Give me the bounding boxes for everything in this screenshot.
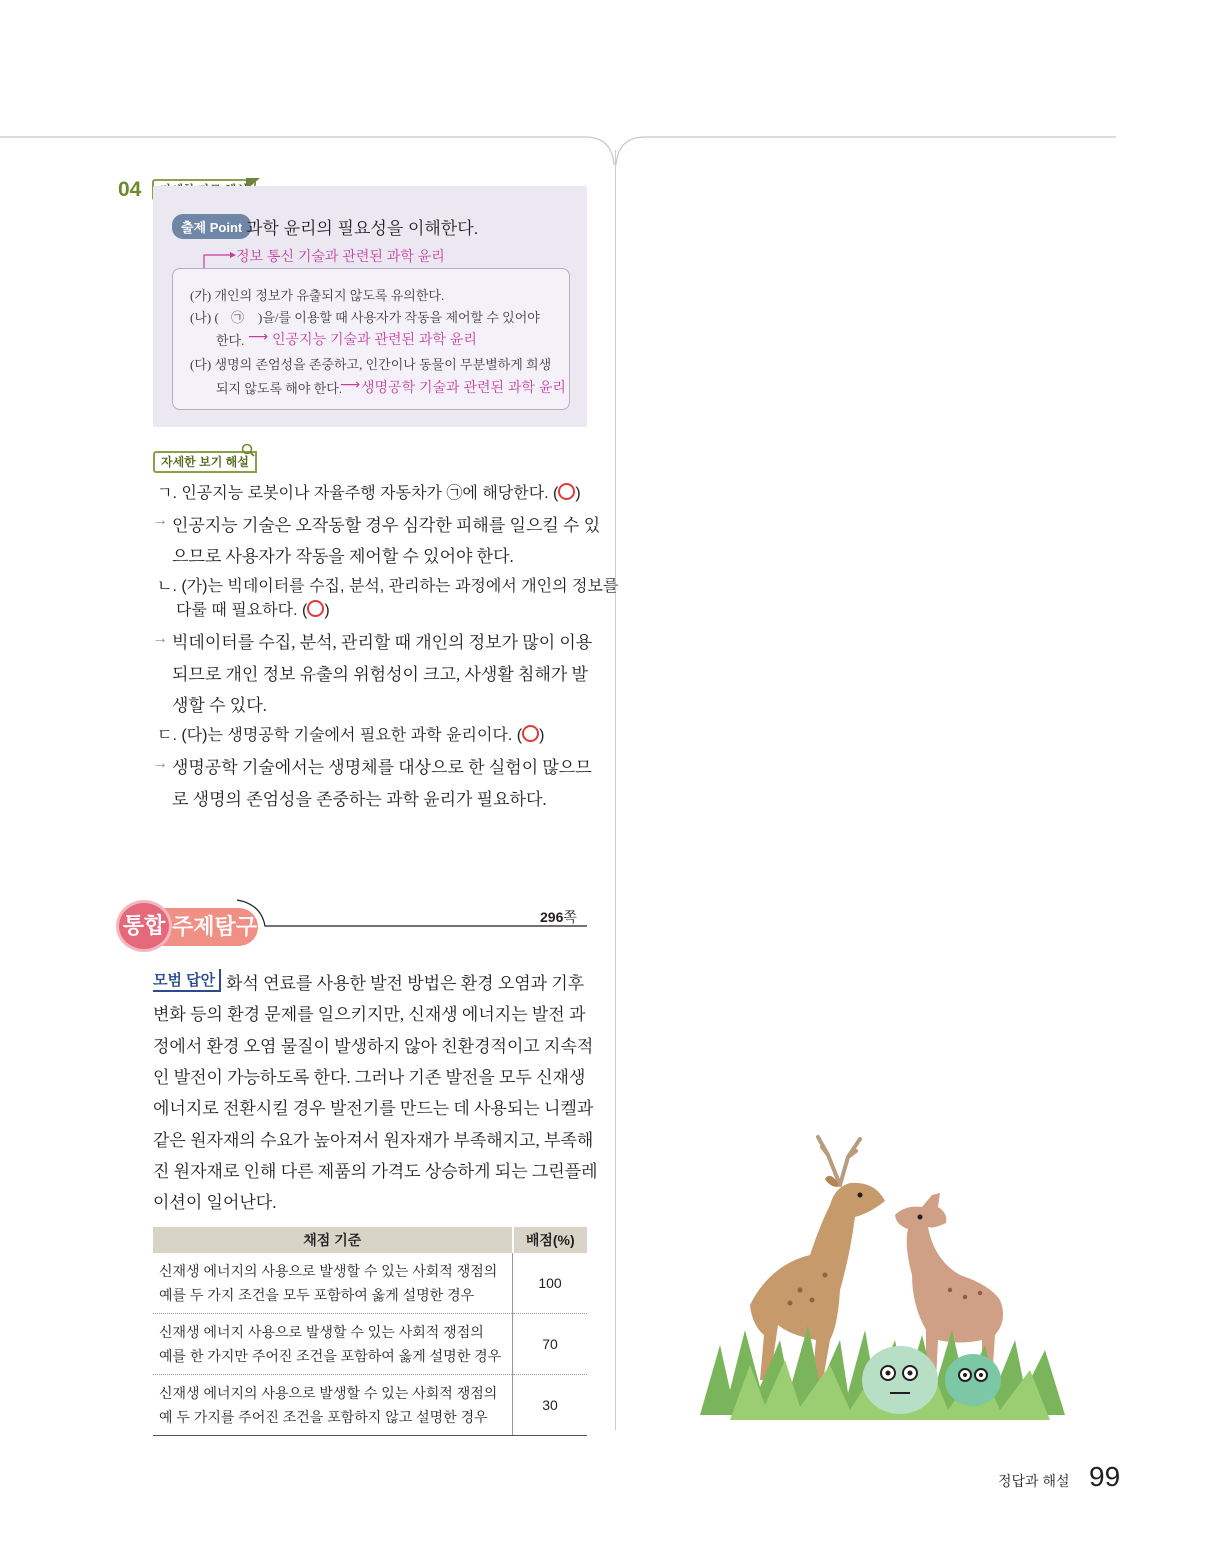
column-divider (615, 150, 616, 1430)
option-d-explanation-2: 로 생명의 존엄성을 존중하는 과학 윤리가 필요하다. (172, 790, 547, 809)
criteria-cell (153, 1253, 513, 1314)
criteria-line: 예를 두 가지 조건을 모두 포함하여 옳게 설명한 경우 (159, 1287, 475, 1303)
option-n-explanation-3: 생할 수 있다. (172, 696, 267, 715)
points-cell: 100 (513, 1253, 588, 1314)
header-points: 배점(%) (513, 1227, 588, 1253)
grading-table (153, 1227, 587, 1436)
annotation-bio-ethics: 생명공학 기술과 관련된 과학 윤리 (361, 379, 566, 395)
annotation-ai-ethics: 인공지능 기술과 관련된 과학 윤리 (272, 331, 477, 347)
criteria-line: 신재생 에너지의 사용으로 발생할 수 있는 사회적 쟁점의 (159, 1385, 498, 1401)
item-na-start: (나) ( (190, 310, 219, 325)
options-explanation-tag: 자세한 보기 해설 (153, 451, 257, 473)
answer-line: 정에서 환경 오염 물질이 발생하지 않아 친환경적이고 지속적 (153, 1037, 594, 1056)
item-da-start: (다) 생명의 존엄성을 존중하고, 인간이나 동물이 무분별하게 희생 (190, 357, 552, 372)
option-g-explanation-2: 으므로 사용자가 작동을 제어할 수 있어야 한다. (172, 547, 514, 566)
section-rule (235, 898, 590, 930)
item-na-end: 한다. (216, 333, 245, 348)
header-criteria: 채점 기준 (153, 1227, 513, 1253)
criteria-line: 예를 한 가지만 주어진 조건을 포함하여 옳게 설명한 경우 (159, 1348, 502, 1364)
item-na-symbol: ㉠ (231, 310, 245, 325)
question-number: 04 (118, 178, 142, 201)
table-header-row (153, 1227, 587, 1253)
option-g-explanation-1: 인공지능 기술은 오작동할 경우 심각한 피해를 일으킬 수 있 (172, 516, 601, 535)
point-text: 과학 윤리의 필요성을 이해한다. (246, 219, 479, 238)
table-row (153, 1375, 587, 1436)
model-answer-label-wrap (153, 969, 221, 992)
option-n-head-2: 다룰 때 필요하다. ( ) (176, 602, 330, 619)
item-na-middle: )을/를 이용할 때 사용자가 작동을 제어할 수 있어야 (258, 310, 540, 325)
arrow-icon: → (152, 630, 168, 647)
footer-label: 정답과 해설 (998, 1473, 1070, 1489)
option-d-explanation-1: 생명공학 기술에서는 생명체를 대상으로 한 실험이 많으므 (172, 758, 592, 777)
points-cell: 30 (513, 1375, 588, 1436)
section-badge: 통합 (116, 900, 172, 952)
point-badge: 출제 Point (172, 214, 251, 239)
criteria-cell (153, 1375, 513, 1436)
answer-line: 변화 등의 환경 문제를 일으키지만, 신재생 에너지는 발전 과 (153, 1005, 586, 1024)
answer-line: 진 원자재로 인해 다른 제품의 가격도 상승하게 되는 그린플레 (153, 1162, 598, 1181)
arrow-icon: ⟶ (248, 328, 269, 344)
option-n-explanation-2: 되므로 개인 정보 유출의 위험성이 크고, 사생활 침해가 발 (172, 665, 588, 684)
section-title: 주제탐구 (150, 908, 258, 946)
item-da-end: 되지 않도록 해야 한다. (216, 381, 343, 396)
correct-circle-icon (307, 600, 324, 617)
table-row (153, 1253, 587, 1314)
points-cell: 70 (513, 1314, 588, 1375)
criteria-line: 예 두 가지를 주어진 조건을 포함하지 않고 설명한 경우 (159, 1409, 488, 1425)
deer-illustration (690, 1125, 1080, 1435)
arrow-icon: → (152, 755, 168, 772)
annotation-info-ethics: 정보 통신 기술과 관련된 과학 윤리 (236, 248, 445, 264)
magnifier-icon (240, 443, 256, 459)
correct-circle-icon (522, 725, 539, 742)
answer-line: 인 발전이 가능하도록 한다. 그러나 기존 발전을 모두 신재생 (153, 1068, 586, 1087)
option-g-head: ㄱ. 인공지능 로봇이나 자율주행 자동차가 ㉠에 해당한다. ( ) (157, 485, 581, 502)
option-n-explanation-1: 빅데이터를 수집, 분석, 관리할 때 개인의 정보가 많이 이용 (172, 633, 593, 652)
page-frame-lines (0, 0, 1223, 200)
answer-line: 같은 원자재의 수요가 높아져서 원자재가 부족해지고, 부족해 (153, 1131, 594, 1150)
model-answer-label: 모범 답안 (153, 969, 221, 992)
answer-line: 이션이 일어난다. (153, 1193, 277, 1212)
option-n-head-1: ㄴ. (가)는 빅데이터를 수집, 분석, 관리하는 과정에서 개인의 정보를 (157, 578, 619, 595)
correct-circle-icon (558, 483, 575, 500)
criteria-line: 신재생 에너지 사용으로 발생할 수 있는 사회적 쟁점의 (159, 1324, 484, 1340)
page-reference: 296쪽 (540, 909, 577, 925)
item-ga: (가) 개인의 정보가 유출되지 않도록 유의한다. (190, 288, 445, 303)
arrow-icon: ⟶ (340, 376, 361, 392)
option-d-head: ㄷ. (다)는 생명공학 기술에서 필요한 과학 윤리이다. ( ) (157, 727, 545, 744)
answer-line: 에너지로 전환시킬 경우 발전기를 만드는 데 사용되는 니켈과 (153, 1099, 594, 1118)
criteria-cell (153, 1314, 513, 1375)
table-row (153, 1314, 587, 1375)
criteria-line: 신재생 에너지의 사용으로 발생할 수 있는 사회적 쟁점의 (159, 1263, 498, 1279)
page-number: 99 (1089, 1461, 1121, 1492)
answer-line: 화석 연료를 사용한 발전 방법은 환경 오염과 기후 (226, 974, 585, 993)
arrow-icon: → (152, 512, 168, 529)
